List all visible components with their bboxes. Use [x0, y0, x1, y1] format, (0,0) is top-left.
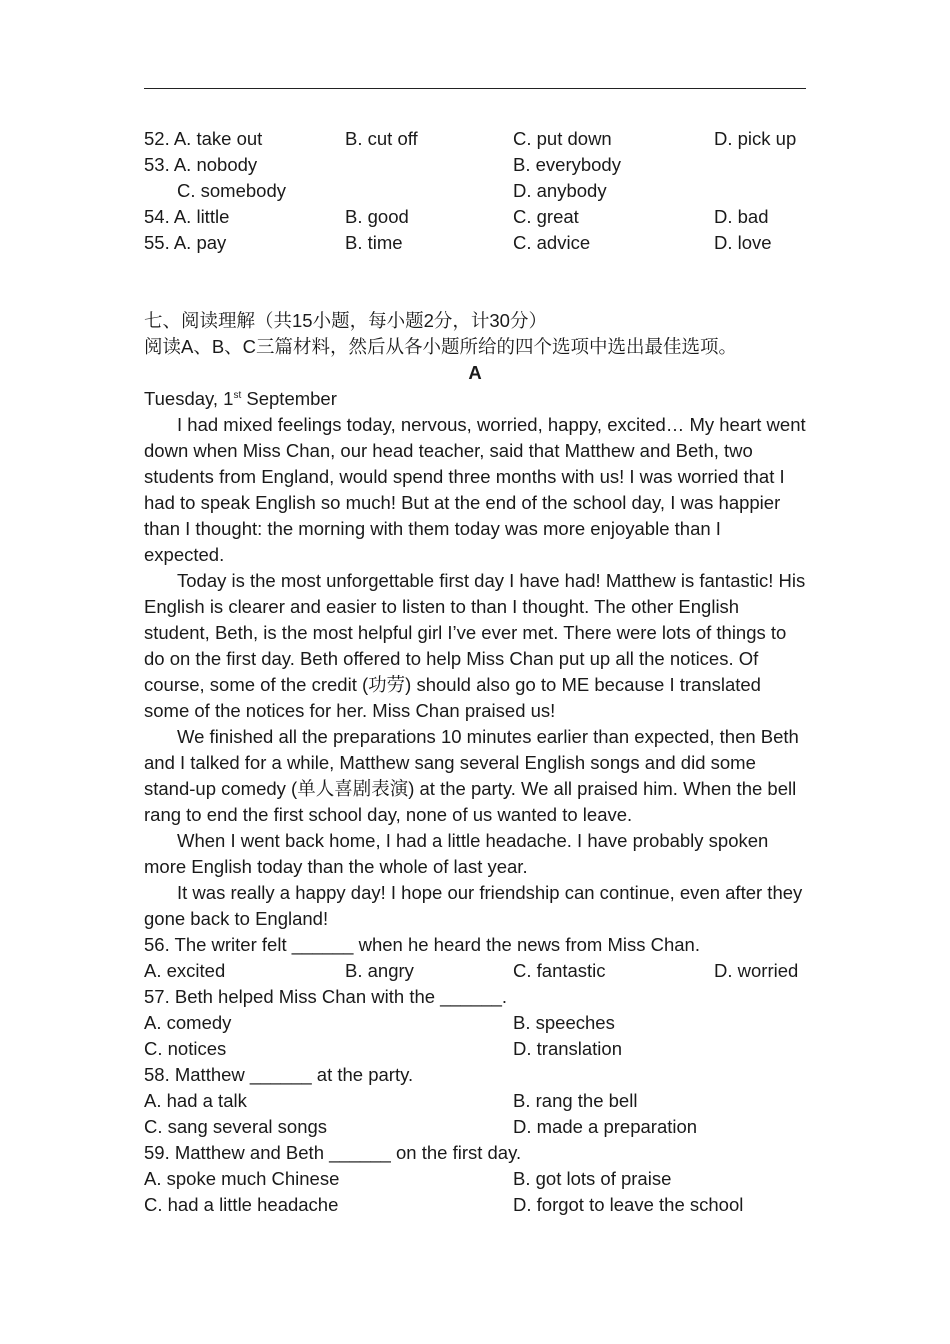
question-number: 54. [144, 206, 170, 227]
question-59-stem: 59. Matthew and Beth ______ on the first day. [144, 1142, 522, 1163]
option-b: B. got lots of praise [513, 1168, 672, 1189]
option-b: B. speeches [513, 1012, 615, 1033]
passage-date: Tuesday, 1st September [144, 388, 337, 409]
option-a: A. had a talk [144, 1090, 247, 1111]
option-c: C. fantastic [513, 960, 606, 981]
question-56-options [144, 958, 806, 984]
option-c: C. notices [144, 1038, 227, 1059]
option-a: A. excited [144, 960, 226, 981]
option-b: B. angry [345, 960, 414, 981]
question-58-options-ab [144, 1088, 806, 1114]
option-c: C. somebody [177, 180, 286, 201]
option-b: B. cut off [345, 128, 418, 149]
question-number: 53. [144, 154, 170, 175]
passage-label: A [468, 362, 482, 383]
question-58-stem: 58. Matthew ______ at the party. [144, 1064, 414, 1085]
option-b: B. rang the bell [513, 1090, 638, 1111]
question-57-options-cd [144, 1036, 806, 1062]
passage-paragraph-2: Today is the most unforgettable first day I have had! Matthew is fantastic! His English is clearer and easier to listen to than I thought. The other English student, Beth, is the most helpful girl I’ve ever met. There were lots of things to do on the first day. Beth offered to help Miss Chan put up all the notices. Of course, some of the credit (功劳) should also go to ME because I translated some of the notices for her. Miss Chan praised us! [144, 570, 806, 721]
section-instruction: 阅读A、B、C三篇材料，然后从各小题所给的四个选项中选出最佳选项。 [144, 336, 738, 357]
passage-paragraph-1: I had mixed feelings today, nervous, worried, happy, excited… My heart went down when Miss Chan, our head teacher, said that Matthew and Beth, two students from England, would spend three months with us! I was worried that I had to speak English so much! But at the end of the school day, I was happier than I thought: the morning with them today was more enjoyable than I expected. [144, 414, 806, 565]
option-c: C. advice [513, 232, 591, 253]
option-a: A. nobody [173, 154, 258, 175]
passage-paragraph-3: We finished all the preparations 10 minutes earlier than expected, then Beth and I talked for a while, Matthew sang several English songs and did some stand-up comedy (单人喜剧表演) at the party. We all praised him. When the bell rang to end the first school day, none of us wanted to leave. [144, 726, 799, 825]
option-d: D. anybody [513, 180, 607, 201]
option-c: C. had a little headache [144, 1194, 339, 1215]
option-d: D. pick up [714, 128, 797, 149]
question-number: 55. [144, 232, 170, 253]
cloze-question-53-cont [144, 178, 806, 204]
question-59-options-ab [144, 1166, 806, 1192]
question-58-options-cd [144, 1114, 806, 1140]
cloze-question-54 [144, 204, 806, 230]
section-title: 七、阅读理解（共15小题，每小题2分，计30分） [144, 310, 547, 331]
question-57-options-ab [144, 1010, 806, 1036]
option-d: D. forgot to leave the school [513, 1194, 744, 1215]
option-b: B. time [345, 232, 403, 253]
option-a: A. take out [173, 128, 263, 149]
option-a: A. little [173, 206, 230, 227]
option-b: B. everybody [513, 154, 621, 175]
option-d: D. made a preparation [513, 1116, 698, 1137]
question-57-stem: 57. Beth helped Miss Chan with the ______. [144, 986, 508, 1007]
option-d: D. translation [513, 1038, 622, 1059]
option-d: D. love [714, 232, 772, 253]
question-59-options-cd [144, 1192, 806, 1218]
cloze-question-55 [144, 230, 806, 256]
cloze-question-53 [144, 152, 806, 178]
option-d: D. bad [714, 206, 769, 227]
option-a: A. spoke much Chinese [144, 1168, 340, 1189]
question-number: 52. [144, 128, 170, 149]
option-d: D. worried [714, 960, 799, 981]
exam-page [144, 126, 806, 1218]
header-rule [144, 88, 806, 89]
option-a: A. comedy [144, 1012, 232, 1033]
option-c: C. put down [513, 128, 612, 149]
option-c: C. sang several songs [144, 1116, 328, 1137]
option-c: C. great [513, 206, 579, 227]
cloze-question-52 [144, 126, 806, 152]
question-56-stem: 56. The writer felt ______ when he heard the news from Miss Chan. [144, 934, 700, 955]
passage-paragraph-4: When I went back home, I had a little headache. I have probably spoken more English today than the whole of last year. [144, 830, 769, 877]
passage-paragraph-5: It was really a happy day! I hope our friendship can continue, even after they gone back to England! [144, 882, 803, 929]
option-b: B. good [345, 206, 409, 227]
option-a: A. pay [173, 232, 227, 253]
